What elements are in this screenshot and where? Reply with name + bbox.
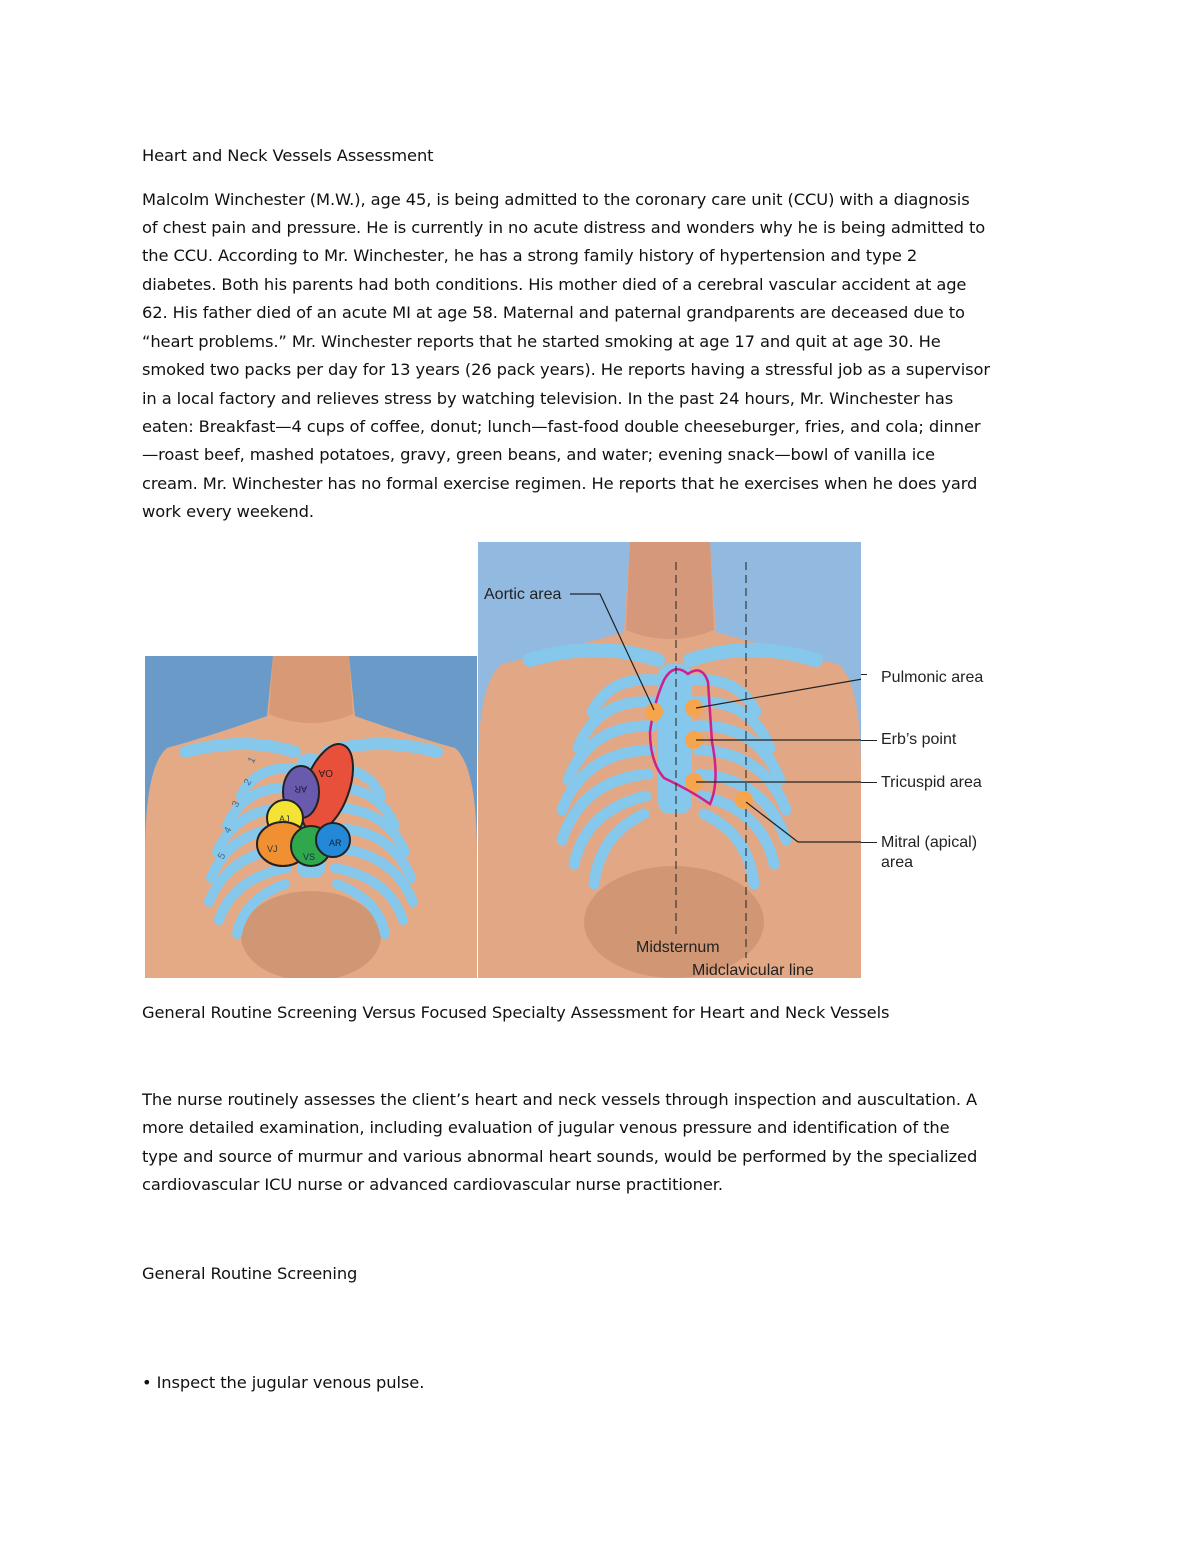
erbs-leader-tail bbox=[861, 740, 877, 741]
auscultation-figure bbox=[478, 542, 861, 978]
pulmonic-leader-tail bbox=[861, 674, 867, 675]
case-line: —roast beef, mashed potatoes, gravy, green beans, and water; evening snack—bowl of vanilla ice bbox=[142, 445, 935, 464]
auscultation-illustration bbox=[478, 542, 861, 978]
document-title: Heart and Neck Vessels Assessment bbox=[142, 146, 434, 165]
pulmonic-dot bbox=[685, 699, 703, 717]
label-midclavicular-line: Midclavicular line bbox=[692, 962, 814, 979]
case-line: work every weekend. bbox=[142, 502, 314, 521]
nurse-line: more detailed examination, including evaluation of jugular venous pressure and identification of the bbox=[142, 1118, 950, 1137]
rib-number: 4 bbox=[222, 825, 235, 836]
nurse-line: The nurse routinely assesses the client’s heart and neck vessels through inspection and auscultation. A bbox=[142, 1090, 978, 1109]
section-heading: General Routine Screening Versus Focused Specialty Assessment for Heart and Neck Vessels bbox=[142, 1003, 890, 1022]
label-oa: OA bbox=[318, 767, 333, 778]
label-mitral-line1: Mitral (apical) bbox=[881, 834, 978, 851]
case-line: diabetes. Both his parents had both conditions. His mother died of a cerebral vascular accident at age bbox=[142, 275, 967, 294]
case-line: Malcolm Winchester (M.W.), age 45, is being admitted to the coronary care unit (CCU) with a diagnosis bbox=[142, 190, 970, 209]
case-line: 62. His father died of an acute MI at age 58. Maternal and paternal grandparents are deceased due to bbox=[142, 303, 965, 322]
label-ar2: AR bbox=[329, 838, 342, 848]
aortic-dot bbox=[645, 703, 663, 721]
bullet-item bbox=[142, 1369, 424, 1397]
case-line: the CCU. According to Mr. Winchester, he has a strong family history of hypertension and type 2 bbox=[142, 246, 918, 265]
label-vs: VS bbox=[303, 852, 316, 862]
chest-chamber-figure bbox=[145, 656, 477, 978]
rib-number: 5 bbox=[216, 851, 229, 862]
label-mitral-area bbox=[881, 833, 977, 873]
label-aj: AJ bbox=[279, 814, 290, 824]
label-erbs-point: Erb’s point bbox=[881, 731, 957, 748]
chest-hair bbox=[241, 891, 381, 978]
label-pulmonic-area: Pulmonic area bbox=[881, 669, 984, 686]
nurse-line: cardiovascular ICU nurse or advanced cardiovascular nurse practitioner. bbox=[142, 1175, 723, 1194]
mitral-leader-tail bbox=[861, 842, 877, 843]
rib-number: 1 bbox=[246, 755, 259, 766]
case-line: smoked two packs per day for 13 years (26 pack years). He reports having a stressful job as a supervisor bbox=[142, 360, 990, 379]
label-mitral-line2: area bbox=[881, 854, 914, 871]
label-vj: VJ bbox=[267, 844, 278, 854]
nurse-line: type and source of murmur and various abnormal heart sounds, would be performed by the specialized bbox=[142, 1147, 978, 1166]
bullet-text: Inspect the jugular venous pulse. bbox=[156, 1373, 425, 1392]
chest-chamber-illustration bbox=[145, 656, 477, 978]
label-midsternum: Midsternum bbox=[636, 939, 720, 956]
neck-shadow bbox=[269, 656, 353, 723]
mitral-dot bbox=[735, 791, 753, 809]
rib-number: 3 bbox=[230, 799, 243, 810]
case-line: of chest pain and pressure. He is currently in no acute distress and wonders why he is being admitted to bbox=[142, 218, 986, 237]
label-tricuspid-area: Tricuspid area bbox=[881, 774, 982, 791]
rib-number: 2 bbox=[242, 777, 255, 788]
label-aortic-area: Aortic area bbox=[484, 586, 562, 603]
subheading: General Routine Screening bbox=[142, 1264, 358, 1283]
bullet-symbol: • bbox=[142, 1373, 152, 1392]
tricuspid-leader-tail bbox=[861, 782, 877, 783]
case-line: “heart problems.” Mr. Winchester reports that he started smoking at age 17 and quit at age 30. He bbox=[142, 332, 941, 351]
neck-shadow bbox=[626, 542, 714, 639]
case-line: eaten: Breakfast—4 cups of coffee, donut; lunch—fast-food double cheeseburger, fries, and cola; dinner bbox=[142, 417, 981, 436]
label-ar: AR bbox=[294, 784, 307, 794]
case-line: cream. Mr. Winchester has no formal exercise regimen. He reports that he exercises when he does yard bbox=[142, 474, 978, 493]
case-line: in a local factory and relieves stress by watching television. In the past 24 hours, Mr. Winchester has bbox=[142, 389, 954, 408]
